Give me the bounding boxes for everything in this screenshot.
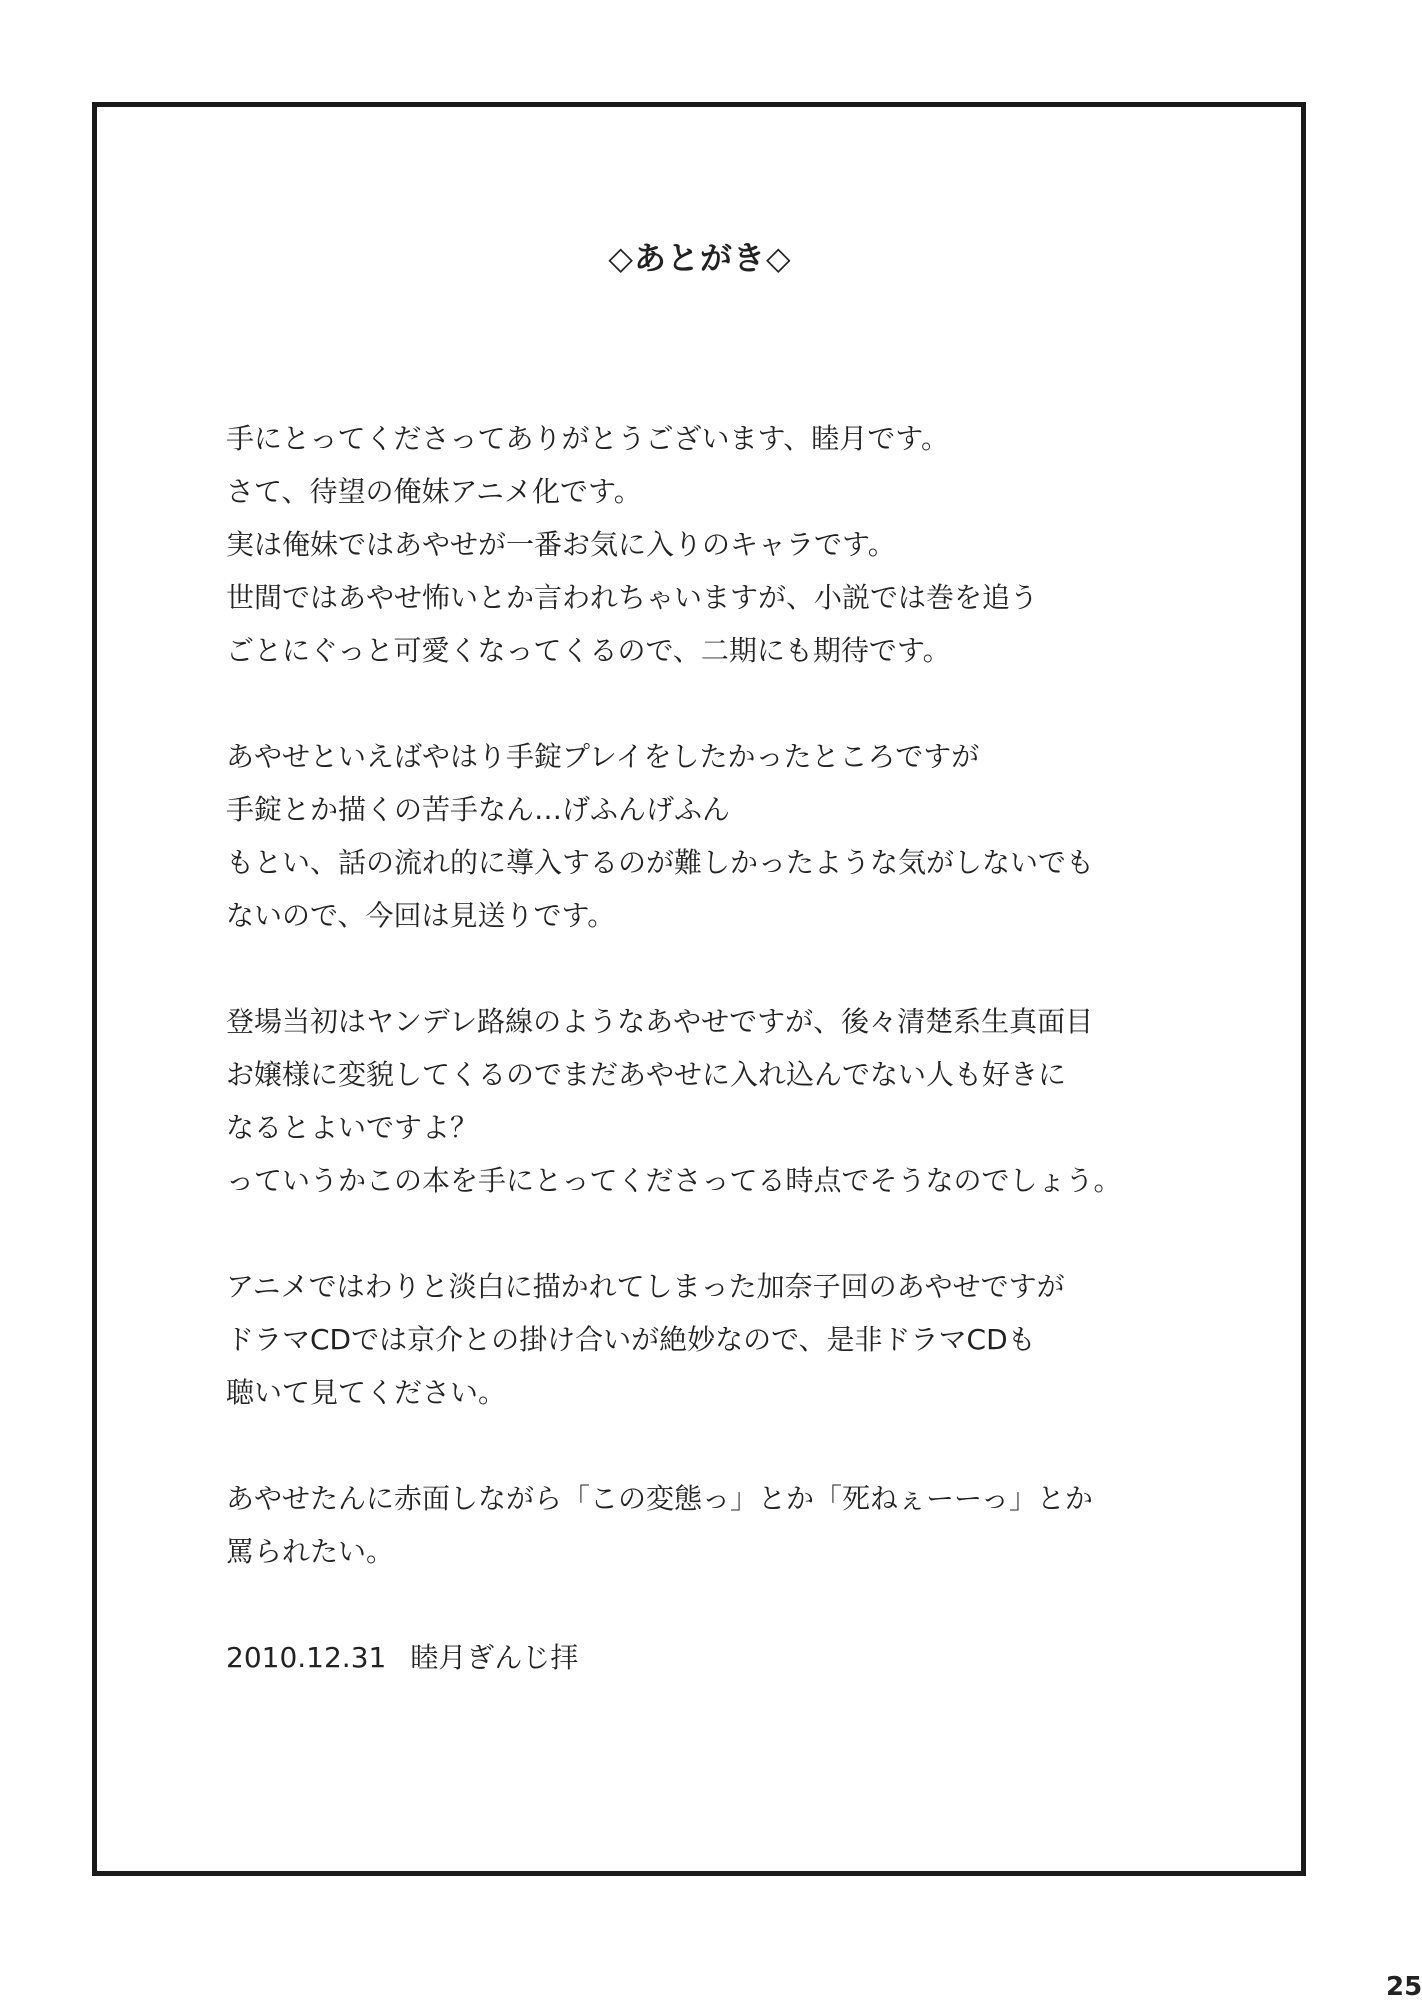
signature-author: 睦月ぎんじ拝 xyxy=(410,1641,579,1674)
text-line: 罵られたい。 xyxy=(226,1535,395,1568)
text-line: 登場当初はヤンデレ路線のようなあやせですが、後々清楚系生真面目 xyxy=(226,1005,1094,1038)
text-line: っていうかこの本を手にとってくださってる時点でそうなのでしょう。 xyxy=(226,1164,1122,1197)
text-line: 手錠とか描くの苦手なん…げふんげふん xyxy=(226,793,731,826)
paragraph-4 xyxy=(226,1260,1236,1419)
paragraph-3 xyxy=(226,995,1236,1207)
text-line: あやせたんに赤面しながら「この変態っ」とか「死ねぇーーっ」とか xyxy=(226,1482,1093,1515)
page-title: ◇あとがき◇ xyxy=(608,239,792,277)
text-line: もとい、話の流れ的に導入するのが難しかったような気がしないでも xyxy=(226,846,1095,879)
text-line: アニメではわりと淡白に描かれてしまった加奈子回のあやせですが xyxy=(226,1270,1065,1303)
text-line: 手にとってくださってありがとうございます、睦月です。 xyxy=(226,422,949,455)
page-number: 25 xyxy=(1386,1972,1422,2002)
text-line: ないので、今回は見送りです。 xyxy=(226,899,616,932)
signature-date: 2010.12.31 xyxy=(226,1641,387,1674)
text-line: お嬢様に変貌してくるのでまだあやせに入れ込んでない人も好きに xyxy=(226,1058,1067,1091)
afterword-body xyxy=(226,412,1236,1684)
text-line: ドラマCDでは京介との掛け合いが絶妙なので、是非ドラマCDも xyxy=(226,1323,1036,1356)
text-line: なるとよいですよ？ xyxy=(226,1111,479,1144)
paragraph-2 xyxy=(226,730,1236,942)
signature xyxy=(226,1631,1236,1684)
paragraph-5 xyxy=(226,1472,1236,1578)
text-line: あやせといえばやはり手錠プレイをしたかったところですが xyxy=(226,740,980,773)
text-line: さて、待望の俺妹アニメ化です。 xyxy=(226,475,642,508)
paragraph-1 xyxy=(226,412,1236,677)
text-line: 実は俺妹ではあやせが一番お気に入りのキャラです。 xyxy=(226,528,896,561)
text-line: 聴いて見てください。 xyxy=(226,1376,507,1409)
text-line: ごとにぐっと可愛くなってくるので、二期にも期待です。 xyxy=(226,634,951,667)
text-line: 世間ではあやせ怖いとか言われちゃいますが、小説では巻を追う xyxy=(226,581,1039,614)
